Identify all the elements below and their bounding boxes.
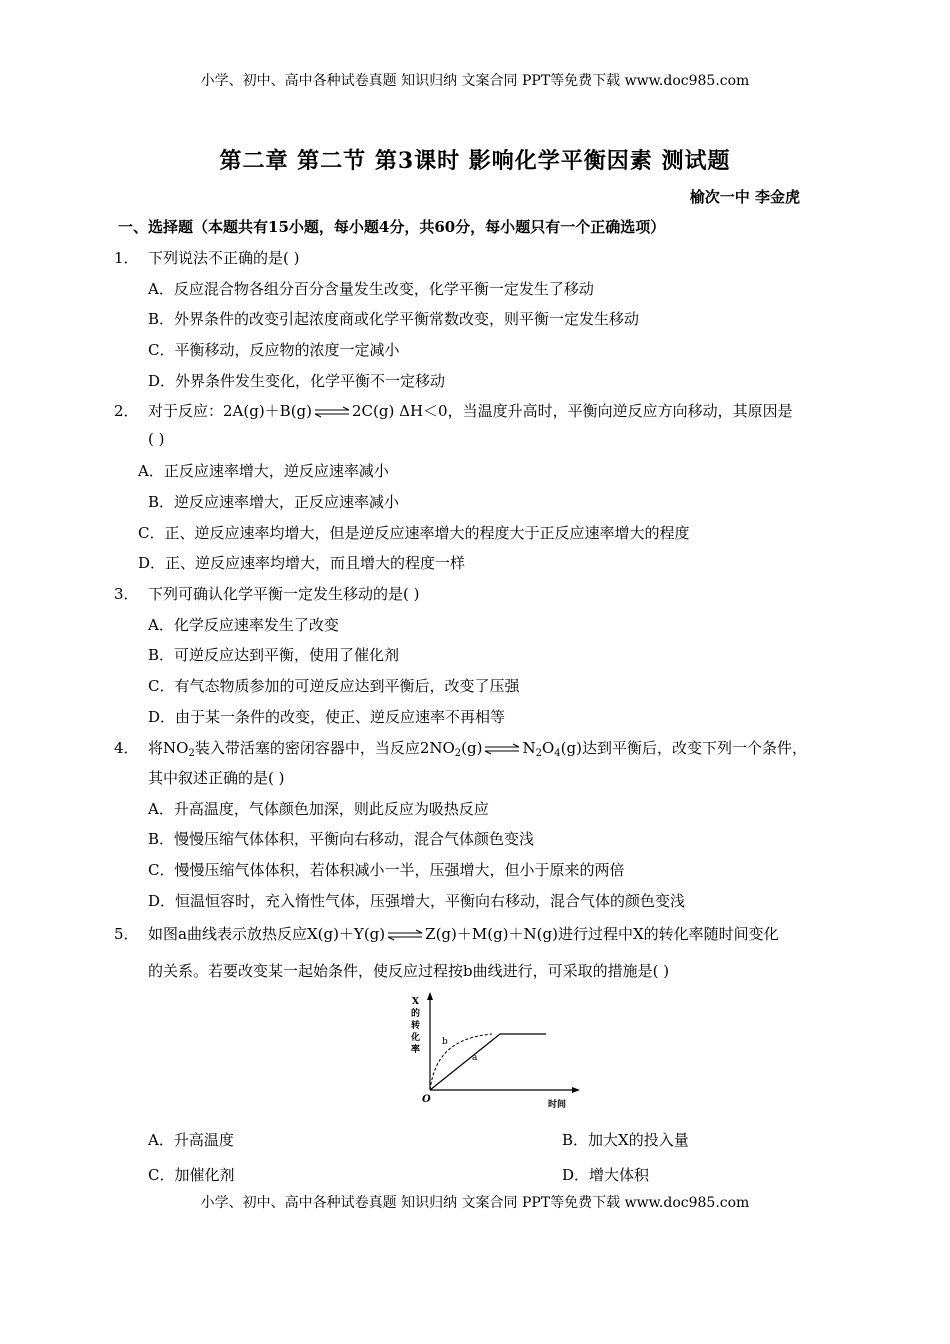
stem-part: 2C(g) ΔH＜0，当温度升高时，平衡向逆反应方向移动，其原因是: [352, 402, 793, 420]
stem-part: Z(g)＋M(g)＋N(g)进行过程中X的转化率随时间变化: [425, 925, 779, 943]
curve-b: [430, 1034, 492, 1090]
y-label-char: 的: [411, 1009, 421, 1019]
question-stem: 下列说法不正确的是( ): [148, 249, 300, 267]
option-d: D．正、逆反应速率均增大，而且增大的程度一样: [138, 554, 466, 572]
subscript: 2: [454, 748, 462, 759]
option-b: B．加大X的投入量: [562, 1131, 689, 1149]
question-stem: 下列可确认化学平衡一定发生移动的是( ): [148, 585, 420, 603]
equilibrium-arrow-icon: [483, 743, 521, 755]
option-a: A．正反应速率增大，逆反应速率减小: [138, 462, 389, 480]
origin-label: O: [422, 1094, 431, 1105]
option-c: C．平衡移动，反应物的浓度一定减小: [148, 341, 400, 359]
question-stem: [148, 400, 793, 421]
option-d: D．增大体积: [562, 1166, 650, 1184]
equilibrium-arrow-icon: [313, 406, 351, 418]
option-a: A．反应混合物各组分百分含量发生改变，化学平衡一定发生了移动: [148, 280, 594, 298]
option-c: C．有气态物质参加的可逆反应达到平衡后，改变了压强: [148, 677, 520, 695]
option-b: B．可逆反应达到平衡，使用了催化剂: [148, 646, 400, 664]
option-c: C．加催化剂: [148, 1166, 235, 1184]
option-b: B．逆反应速率增大，正反应速率减小: [148, 493, 400, 511]
curve-a-label: a: [472, 1053, 478, 1063]
y-axis-arrow-icon: [427, 992, 433, 1000]
stem-part: 装入带活塞的密闭容器中，当反应2NO: [194, 739, 455, 757]
conversion-rate-figure: [400, 990, 590, 1115]
option-d: D．由于某一条件的改变，使正、逆反应速率不再相等: [148, 708, 506, 726]
y-label-char: X: [412, 997, 419, 1007]
question-number: 4．: [114, 739, 139, 757]
option-a: A．化学反应速率发生了改变: [148, 616, 339, 634]
y-label-char: 化: [411, 1033, 421, 1043]
curve-b-label: b: [442, 1037, 448, 1047]
header-banner: 小学、初中、高中各种试卷真题 知识归纳 文案合同 PPT等免费下载 www.doc985.com: [200, 73, 750, 89]
subscript: 4: [554, 748, 561, 759]
stem-part: 如图a曲线表示放热反应X(g)＋Y(g): [148, 925, 386, 943]
y-label-char: 率: [411, 1045, 421, 1055]
subscript: 2: [188, 748, 195, 759]
question-stem: [148, 923, 779, 944]
option-c: C．慢慢压缩气体体积，若体积减小一半，压强增大，但小于原来的两倍: [148, 861, 625, 879]
stem-part: (g): [461, 739, 483, 757]
equilibrium-arrow-icon: [386, 929, 424, 941]
stem-part: (g)达到平衡后，改变下列一个条件，: [560, 739, 807, 757]
section-heading: 一、选择题（本题共有15小题，每小题4分，共60分，每小题只有一个正确选项）: [118, 218, 666, 236]
question-stem-line2: 其中叙述正确的是( ): [148, 769, 285, 787]
question-stem-line2: ( ): [148, 430, 165, 448]
question-stem-line2: 的关系。若要改变某一起始条件，使反应过程按b曲线进行，可采取的措施是( ): [148, 962, 670, 980]
question-number: 5．: [114, 925, 139, 943]
y-label-char: 转: [411, 1021, 421, 1031]
stem-part: 将NO: [148, 739, 189, 757]
option-a: A．升高温度: [148, 1131, 234, 1149]
x-axis-arrow-icon: [572, 1087, 580, 1093]
option-d: D．外界条件发生变化，化学平衡不一定移动: [148, 372, 446, 390]
question-number: 2．: [114, 402, 139, 420]
option-b: B．外界条件的改变引起浓度商或化学平衡常数改变，则平衡一定发生移动: [148, 310, 640, 328]
question-number: 1．: [114, 249, 139, 267]
page-title: 第二章 第二节 第3课时 影响化学平衡因素 测试题: [219, 148, 731, 174]
question-stem: [148, 737, 807, 759]
stem-part: N: [522, 739, 536, 757]
footer-banner: 小学、初中、高中各种试卷真题 知识归纳 文案合同 PPT等免费下载 www.doc985.com: [200, 1195, 750, 1211]
stem-part: O: [541, 739, 555, 757]
option-c: C．正、逆反应速率均增大，但是逆反应速率增大的程度大于正反应速率增大的程度: [138, 524, 690, 542]
subscript: 2: [535, 748, 542, 759]
option-a: A．升高温度，气体颜色加深，则此反应为吸热反应: [148, 800, 489, 818]
x-axis-label: 时间: [548, 1100, 567, 1110]
option-b: B．慢慢压缩气体体积，平衡向右移动，混合气体颜色变浅: [148, 830, 535, 848]
stem-part: 对于反应：2A(g)＋B(g): [148, 402, 313, 420]
author-line: 榆次一中 李金虎: [689, 188, 800, 206]
option-d: D．恒温恒容时，充入惰性气体，压强增大，平衡向右移动，混合气体的颜色变浅: [148, 892, 686, 910]
question-number: 3．: [114, 585, 139, 603]
